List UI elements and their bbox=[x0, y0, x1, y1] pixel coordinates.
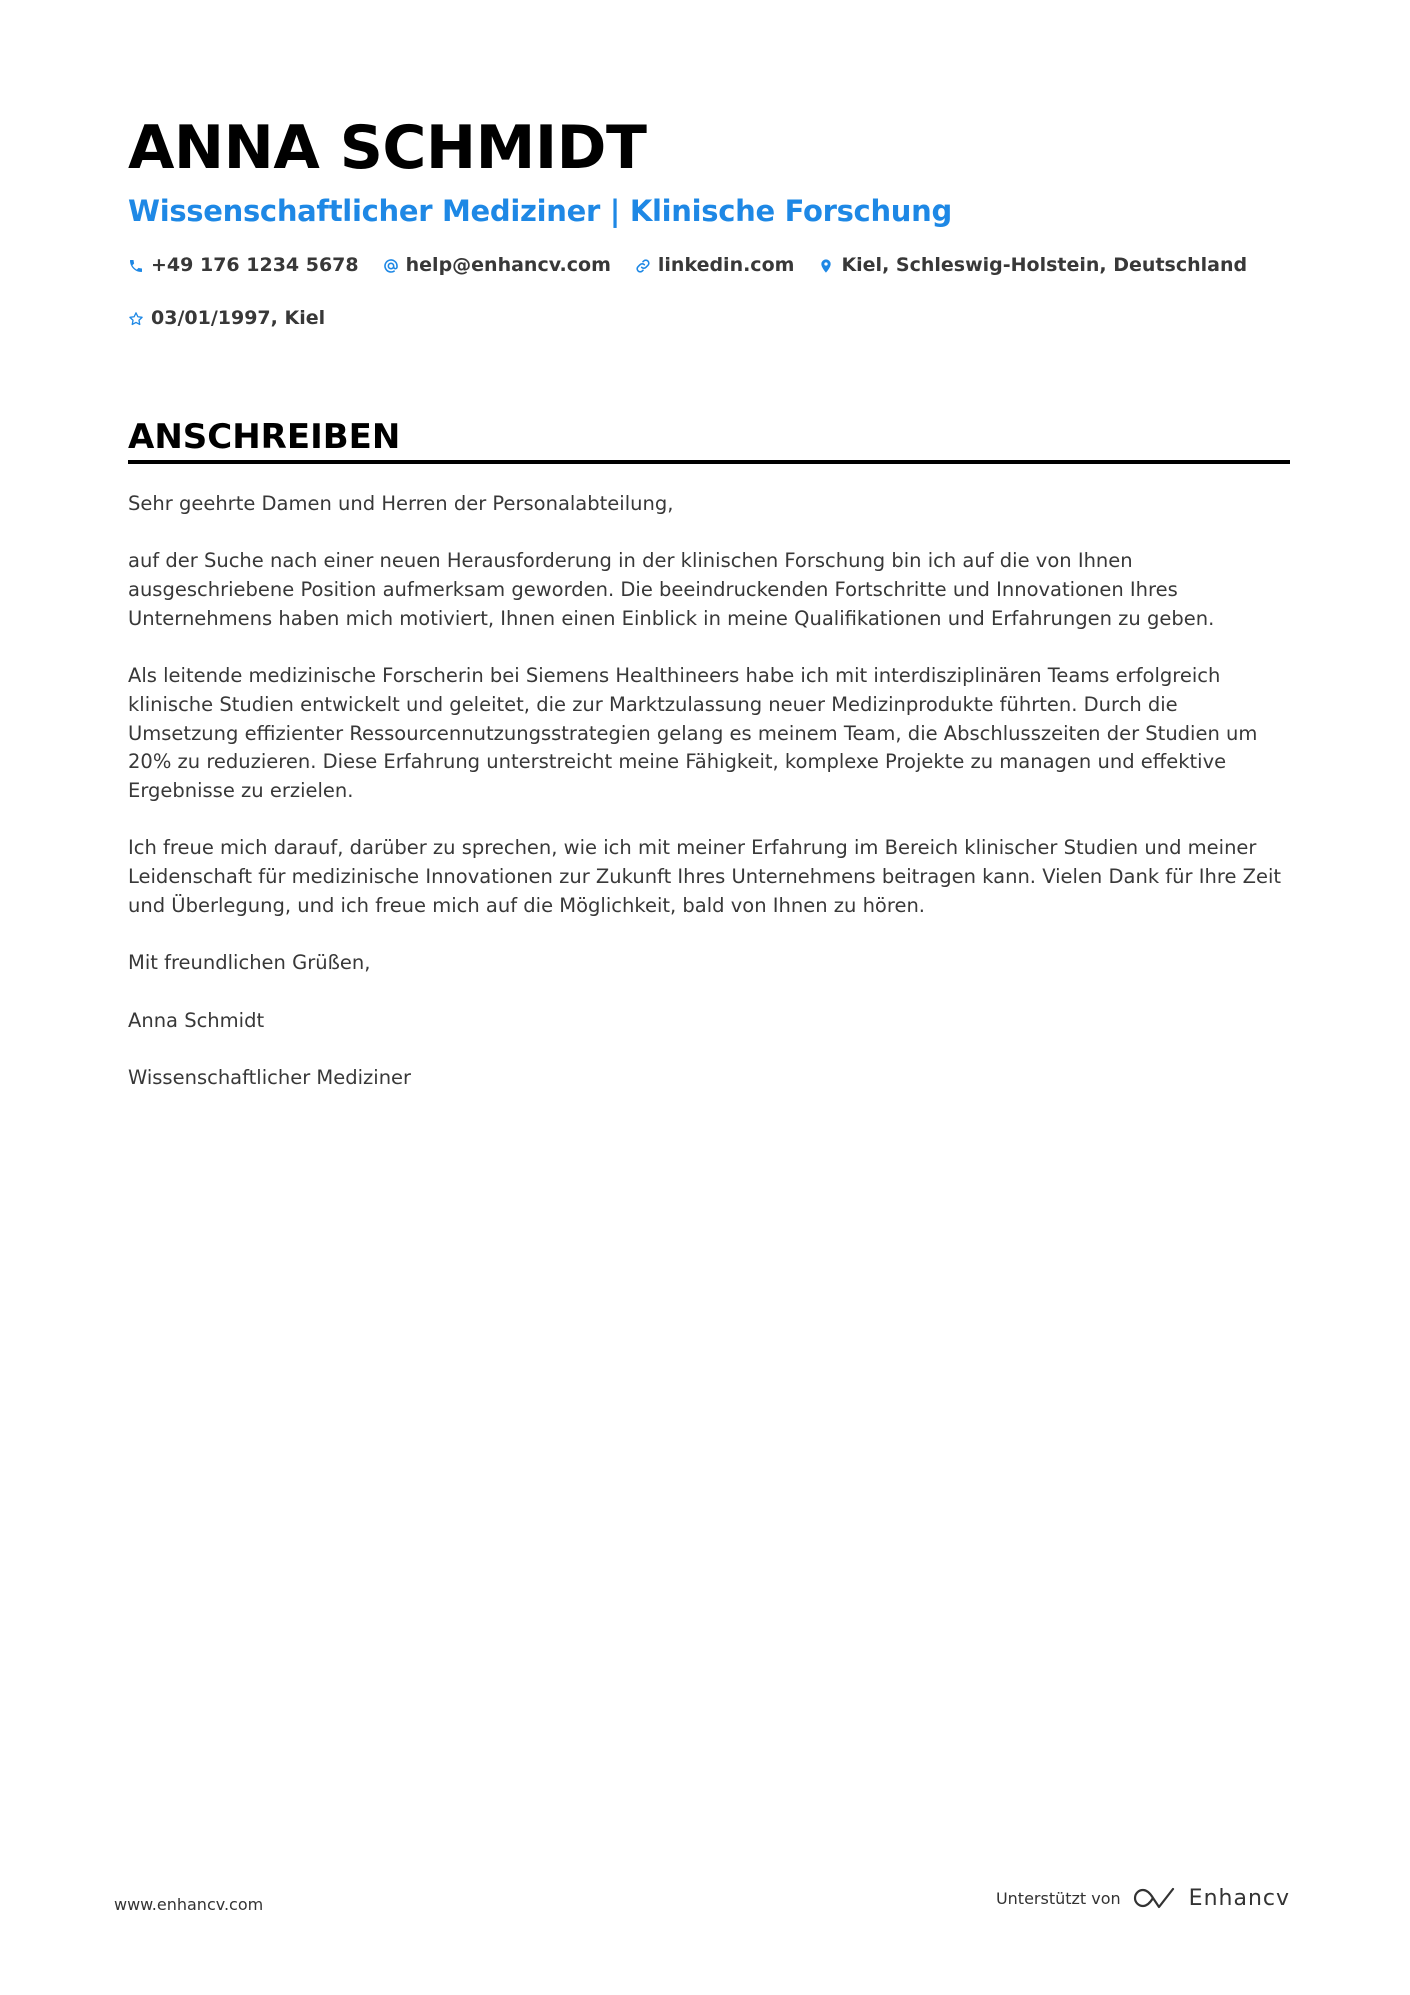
letter-body bbox=[128, 490, 1290, 1093]
contact-location-text: Kiel, Schleswig-Holstein, Deutschland bbox=[841, 254, 1248, 276]
letter-paragraph: auf der Suche nach einer neuen Herausforderung in der klinischen Forschung bin ich auf die von Ihnen ausgeschriebene Position aufmerksam geworden. Die beeindruckenden Fortschritte und Innovationen Ihres Unternehmens haben mich motiviert, Ihnen einen Einblick in meine Qualifikationen und Erfahrungen zu geben. bbox=[128, 549, 1215, 630]
contact-birth-text: 03/01/1997, Kiel bbox=[151, 307, 326, 329]
contact-birth bbox=[128, 306, 325, 331]
section-divider bbox=[128, 460, 1290, 464]
contact-phone bbox=[128, 253, 359, 278]
signature-name: Anna Schmidt bbox=[128, 1008, 265, 1032]
candidate-title: Wissenschaftlicher Mediziner | Klinische Forschung bbox=[128, 194, 952, 228]
contact-linkedin[interactable] bbox=[635, 253, 795, 278]
contact-phone-text: +49 176 1234 5678 bbox=[151, 254, 359, 276]
at-icon bbox=[383, 258, 399, 274]
contact-info bbox=[128, 253, 1290, 331]
location-icon bbox=[818, 258, 834, 274]
contact-email-text[interactable]: help@enhancv.com bbox=[405, 254, 611, 276]
cover-letter-page bbox=[128, 108, 1290, 1121]
letter-paragraph: Als leitende medizinische Forscherin bei Siemens Healthineers habe ich mit interdisziplinären Teams erfolgreich klinische Studien entwickelt und geleitet, die zur Marktzulassung neuer Medizinprodukte führten. Durch die Umsetzung effizienter Ressourcennutzungsstrategien gelang es meinem Team, die Abschlusszeiten der Studien um 20% zu reduzieren. Diese Erfahrung unterstreicht meine Fähigkeit, komplexe Projekte zu managen und effektive Ergebnisse zu erzielen. bbox=[128, 664, 1258, 802]
cover-letter-section bbox=[128, 417, 1290, 1093]
letter-paragraph: Ich freue mich darauf, darüber zu sprechen, wie ich mit meiner Erfahrung im Bereich klinischer Studien und meiner Leidenschaft für medizinische Innovationen zur Zukunft Ihres Unternehmens beitragen kann. Vielen Dank für Ihre Zeit und Überlegung, und ich freue mich auf die Möglichkeit, bald von Ihnen zu hören. bbox=[128, 836, 1282, 917]
star-icon bbox=[128, 311, 144, 327]
footer-website[interactable]: www.enhancv.com bbox=[114, 1895, 264, 1914]
contact-email[interactable] bbox=[383, 253, 611, 278]
powered-by-label: Unterstützt von bbox=[995, 1888, 1121, 1908]
section-title: ANSCHREIBEN bbox=[128, 417, 401, 457]
contact-location bbox=[818, 253, 1247, 278]
candidate-name: ANNA SCHMIDT bbox=[128, 113, 647, 183]
signature-title: Wissenschaftlicher Mediziner bbox=[128, 1065, 412, 1089]
enhancv-brand: Enhancv bbox=[1188, 1885, 1290, 1911]
letter-salutation: Sehr geehrte Damen und Herren der Personalabteilung, bbox=[128, 492, 674, 515]
enhancv-logo-icon bbox=[1133, 1885, 1179, 1911]
footer-branding bbox=[996, 1885, 1290, 1911]
letter-closing: Mit freundlichen Grüßen, bbox=[128, 951, 371, 975]
contact-linkedin-text[interactable]: linkedin.com bbox=[657, 254, 795, 276]
phone-icon bbox=[128, 258, 144, 274]
link-icon bbox=[635, 258, 651, 274]
